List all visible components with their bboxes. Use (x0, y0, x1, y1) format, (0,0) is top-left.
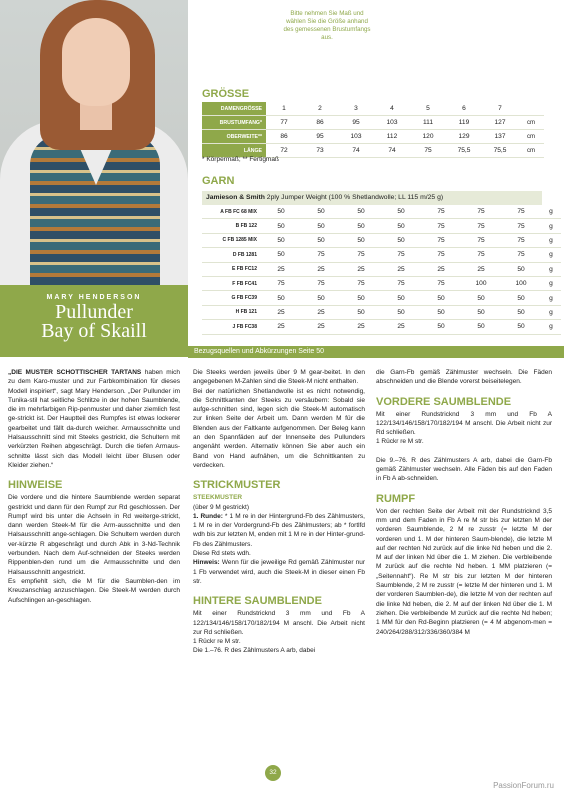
shetland-paragraph: Bei der natürlichen Shetlandwolle ist es nicht notwendig, die Schnittkanten der Steeks zu versäubern: Sobald sie aufge-schnitten sind, legen sich die Steek-M automatisch zur linken Seite der Arbeit um. Dann werden M für die Blenden aus der Faltkante aufgenommen. Der Beleg kann an den Spannfäden auf der Innenseite des Pullunders angenäht werden. Alternativ können Sie aber auch ein Band von Hand aufnähen, um die Schnittkanten zu verdecken. (193, 387, 365, 469)
hinweis-label: Hinweis: (193, 559, 220, 567)
yarn-cell: 50 (501, 320, 541, 334)
runde-text: * 1 M re in der Hintergrund-Fb des Zählmusters, 1 M re in der Vordergrund-Fb des Zählmusters; ab * fortlfd wdh bis zur letzten M, enden mit 1 M re in der Hinter-grund-Fb des Zählmusters. (193, 512, 365, 548)
size-cell: 6 (446, 102, 482, 116)
yarn-unit: g (541, 320, 561, 334)
yarn-cell: 75 (461, 205, 501, 219)
size-cell: 112 (374, 130, 410, 144)
hinweis-paragraph (193, 558, 365, 586)
size-cell: 5 (410, 102, 446, 116)
yarn-cell: 50 (301, 219, 341, 233)
yarn-brand: Jamieson & Smith (206, 194, 265, 201)
title-band (0, 285, 188, 357)
measure-note: Bitte nehmen Sie Maß und wählen Sie die Größe anhand des gemessenen Brustumfangs aus. (283, 10, 371, 41)
size-unit (518, 102, 544, 116)
size-unit: cm (518, 130, 544, 144)
size-cell: 120 (410, 130, 446, 144)
yarn-cell: 50 (341, 233, 381, 247)
hinweise-heading: HINWEISE (8, 479, 63, 492)
size-cell: 95 (302, 130, 338, 144)
size-cell: 86 (266, 130, 302, 144)
yarn-cell: 75 (381, 248, 421, 262)
hintere-heading: HINTERE SAUMBLENDE (193, 595, 322, 608)
size-cell: 4 (374, 102, 410, 116)
yarn-unit: g (541, 305, 561, 319)
yarn-cell: 25 (301, 305, 341, 319)
vordere-heading: VORDERE SAUMBLENDE (376, 395, 512, 408)
yarn-cell: 50 (381, 291, 421, 305)
yarn-row (202, 262, 561, 276)
hinweise-text: Die vordere und die hintere Saumblende werden separat gestrickt und dann für den Rumpf zur Rd geschlossen. Der Rumpf wird bis unter die Achseln in Rd weiterge-strickt, dann werden Steek-M für die Arm-ausschnitte und den Halsausschnitt ange-schlagen. Die Schultern werden durch ver-kürzte R abgeschrägt und durch Abk in 3-Nd-Technik verbunden. Nach dem Auf-schneiden der Steeks werden Rippenblen-den rund um die Armausschnitte und den Halsausschnitt angestrickt. (8, 494, 180, 576)
yarn-cell: 75 (261, 276, 301, 290)
yarn-row (202, 276, 561, 290)
yarn-row (202, 219, 561, 233)
runde-label: 1. Runde: (193, 512, 223, 520)
size-row (202, 102, 544, 116)
size-row-label: BRUSTUMFANG* (202, 116, 266, 130)
yarn-cell: 75 (421, 276, 461, 290)
yarn-cell: 50 (461, 320, 501, 334)
size-cell: 74 (338, 144, 374, 158)
yarn-cell: 25 (461, 262, 501, 276)
col3-intro: die Garn-Fb gemäß Zählmuster wechseln. Die Fäden abschneiden und die Blende vorerst beiseitelegen. (376, 369, 552, 386)
yarn-cell: 75 (341, 248, 381, 262)
sources-strip: Bezugsquellen und Abkürzungen Seite 50 (188, 346, 564, 358)
size-cell: 75,5 (446, 144, 482, 158)
yarn-unit: g (541, 219, 561, 233)
yarn-cell: 50 (461, 305, 501, 319)
yarn-row-label: B FB 122 (202, 219, 261, 233)
hinweis-text: Wenn für die jeweilige Rd gemäß Zählmuster nur 1 Fb verwendet wird, auch die Steek-M in dieser einen Fb str. (193, 559, 365, 585)
yarn-cell: 75 (301, 276, 341, 290)
yarn-cell: 75 (341, 276, 381, 290)
yarn-cell: 75 (501, 248, 541, 262)
size-footnote: * Körpermaß; ** Fertigmaß (202, 156, 279, 163)
yarn-cell: 50 (501, 305, 541, 319)
yarn-cell: 25 (261, 262, 301, 276)
hintere-text-3: Die 1.–76. R des Zählmusters A arb, dabei (193, 647, 316, 655)
yarn-table (202, 205, 561, 335)
yarn-cell: 25 (301, 262, 341, 276)
yarn-cell: 50 (421, 291, 461, 305)
size-unit: cm (518, 116, 544, 130)
yarn-cell: 50 (341, 205, 381, 219)
size-cell: 1 (266, 102, 302, 116)
text-column-1 (8, 368, 180, 614)
size-cell: 111 (410, 116, 446, 130)
yarn-cell: 25 (341, 320, 381, 334)
size-cell: 127 (482, 116, 518, 130)
rumpf-text: Von der rechten Seite der Arbeit mit der Rundstricknd 3,5 mm und dem Faden in Fb A re M str bis zur letzten M der vorderen Saumblende, 2 M re zusstr (= letzte M der vorderen und 1. M der hinteren Saum-blende), die letzte M auf der rechten Nd zurück auf die linke Nd heben und die 2. M auf der linken Nd über die 1. M ziehen. Die verbleibende M zurück auf die rechte Nd heben. 1 MM platzieren (= „Seitennaht“). Re M str bis zur letzten M der hinteren Saumblende, 2 M re zusstr (= letzte M der hinteren und 1. M der vorderen Saumblen-de), die letzte M von der rechten auf die linke Nd heben, die 2. M auf der linken Nd über die 1. M ziehen. Die verbleibende M zurück auf die rechte Nd heben; 1 MM für den Rd-Beginn platzieren (= 4 M abgenom-men = 240/264/288/312/336/360/384 M (376, 507, 552, 636)
yarn-cell: 50 (421, 305, 461, 319)
yarn-cell: 75 (421, 248, 461, 262)
yarn-unit: g (541, 276, 561, 290)
yarn-cell: 25 (421, 262, 461, 276)
steek-intro: Die Steeks werden jeweils über 9 M gear-beitet. In den angegebenen M-Zahlen sind die Steek-M nicht enthalten. (193, 369, 365, 386)
size-heading: GRÖSSE (202, 88, 250, 100)
size-cell: 103 (338, 130, 374, 144)
yarn-cell: 25 (381, 320, 421, 334)
size-cell: 74 (374, 144, 410, 158)
yarn-cell: 75 (301, 248, 341, 262)
stets-text: Diese Rd stets wdh. (193, 550, 251, 558)
size-cell: 119 (446, 116, 482, 130)
yarn-cell: 75 (501, 205, 541, 219)
size-table (202, 102, 544, 158)
text-column-3 (376, 368, 552, 646)
yarn-heading: GARN (202, 175, 235, 187)
designer-name: MARY HENDERSON (46, 294, 142, 301)
yarn-row-label: A FB FC 68 MIX (202, 205, 261, 219)
runde-paragraph (193, 512, 365, 549)
yarn-cell: 50 (301, 205, 341, 219)
size-cell: 95 (338, 116, 374, 130)
size-cell: 75 (410, 144, 446, 158)
yarn-cell: 25 (381, 262, 421, 276)
yarn-row (202, 291, 561, 305)
yarn-cell: 50 (501, 262, 541, 276)
yarn-row-label: E FB FC12 (202, 262, 261, 276)
yarn-row-label: H FB 121 (202, 305, 261, 319)
size-cell: 7 (482, 102, 518, 116)
text-column-2 (193, 368, 365, 656)
size-cell: 103 (374, 116, 410, 130)
yarn-cell: 25 (261, 305, 301, 319)
rumpf-heading: RUMPF (376, 492, 416, 505)
yarn-cell: 25 (261, 320, 301, 334)
intro-text: haben mich zu dem Karo-muster und zur Farbkombination für dieses Modell inspiriert“, sagt Mary Henderson. „Der Pullunder im Tunika-stil hat seitliche Schlitze in der hohen Saumblende, die im mehrfarbigen Rip-penmuster und daher ziemlich fest ge-strickt ist. Der Hauptteil des Rumpfes ist etwas lockerer gearbeitet und fällt da-durch weicher. Armausschnitte und Halsausschnitt sind mit Steeks gestrickt, die Schultern mit verkürzten Reihen abgeschrägt. Durch die tiefen Armaus-schnitte lässt sich das Modell leicht über Blusen oder Kleider ziehen.“ (8, 369, 180, 469)
model-title-line2: Bay of Skaill (41, 320, 147, 342)
size-row (202, 116, 544, 130)
yarn-cell: 50 (341, 219, 381, 233)
intro-bold: „DIE MUSTER SCHOTTISCHER TARTANS (8, 369, 142, 376)
vordere-text: Mit einer Rundstricknd 3 mm und Fb A 122/134/146/158/170/182/194 M anschl. Die Arbeit nicht zur Rd schließen. (376, 410, 552, 437)
yarn-row (202, 233, 561, 247)
yarn-cell: 50 (381, 233, 421, 247)
yarn-row (202, 320, 561, 334)
yarn-row (202, 305, 561, 319)
size-unit: cm (518, 144, 544, 158)
yarn-cell: 50 (261, 233, 301, 247)
hintere-text: Mit einer Rundstricknd 3 mm und Fb A 122/134/146/158/170/182/194 M anschl. Die Arbeit nicht zur Rd schließen. (193, 610, 365, 636)
size-cell: 137 (482, 130, 518, 144)
vordere-text-3: Die 9.–76. R des Zählmusters A arb, dabei die Garn-Fb gemäß Zählmuster wechseln. Alle Fäden bis auf den Faden in Fb A ab-schneiden. (376, 456, 552, 483)
yarn-unit: g (541, 233, 561, 247)
model-photo (0, 0, 188, 285)
size-row-label: OBERWEITE** (202, 130, 266, 144)
size-cell: 129 (446, 130, 482, 144)
size-row-label: DAMENGRÖSSE (202, 102, 266, 116)
intro-paragraph (8, 368, 180, 470)
photo-face (62, 18, 130, 106)
yarn-unit: g (541, 291, 561, 305)
yarn-row-label: F FB FC41 (202, 276, 261, 290)
yarn-cell: 50 (261, 248, 301, 262)
size-cell: 72 (266, 144, 302, 158)
size-cell: 86 (302, 116, 338, 130)
page-number: 32 (265, 765, 281, 781)
yarn-cell: 50 (501, 291, 541, 305)
yarn-unit: g (541, 262, 561, 276)
hintere-text-2: 1 Rückr re M str. (193, 638, 241, 646)
yarn-row (202, 205, 561, 219)
yarn-unit: g (541, 248, 561, 262)
yarn-cell: 75 (501, 233, 541, 247)
steekmuster-subheading: STEEKMUSTER (193, 494, 243, 502)
size-row-label: LÄNGE (202, 144, 266, 158)
yarn-cell: 25 (301, 320, 341, 334)
yarn-cell: 50 (261, 205, 301, 219)
yarn-row-label: D FB 1281 (202, 248, 261, 262)
yarn-cell: 75 (461, 219, 501, 233)
yarn-cell: 50 (341, 305, 381, 319)
yarn-row (202, 248, 561, 262)
yarn-cell: 50 (261, 219, 301, 233)
yarn-cell: 75 (461, 248, 501, 262)
yarn-cell: 50 (341, 291, 381, 305)
yarn-cell: 75 (421, 219, 461, 233)
yarn-unit: g (541, 205, 561, 219)
size-cell: 75,5 (482, 144, 518, 158)
yarn-cell: 50 (421, 320, 461, 334)
yarn-cell: 50 (461, 291, 501, 305)
yarn-row-label: G FB FC39 (202, 291, 261, 305)
size-cell: 77 (266, 116, 302, 130)
yarn-cell: 50 (381, 305, 421, 319)
yarn-description (202, 191, 542, 205)
yarn-row-label: J FB FC38 (202, 320, 261, 334)
hinweise-text-2: Es empfiehlt sich, die M für die Saumblen-den im Kreuzanschlag anzuschlagen. Die Steek-M werden durch Aufschlingen an-geschlagen. (8, 577, 180, 604)
watermark: PassionForum.ru (493, 781, 554, 790)
yarn-cell: 50 (261, 291, 301, 305)
yarn-cell: 50 (381, 205, 421, 219)
steek-note: (über 9 M gestrickt) (193, 503, 249, 511)
yarn-cell: 50 (301, 233, 341, 247)
yarn-cell: 100 (501, 276, 541, 290)
yarn-cell: 75 (501, 219, 541, 233)
yarn-cell: 75 (461, 233, 501, 247)
yarn-row-label: C FB 1285 MIX (202, 233, 261, 247)
yarn-cell: 75 (421, 205, 461, 219)
model-title (0, 303, 188, 341)
vordere-text-2: 1 Rückr re M str. (376, 438, 424, 446)
strickmuster-heading: STRICKMUSTER (193, 479, 281, 492)
model-title-line1: Pullunder (55, 301, 133, 323)
size-cell: 73 (302, 144, 338, 158)
yarn-cell: 75 (421, 233, 461, 247)
size-cell: 3 (338, 102, 374, 116)
yarn-cell: 25 (341, 262, 381, 276)
yarn-cell: 50 (301, 291, 341, 305)
yarn-cell: 50 (381, 219, 421, 233)
yarn-desc: 2ply Jumper Weight (100 % Shetlandwolle; LL 115 m/25 g) (264, 194, 444, 201)
yarn-cell: 75 (381, 276, 421, 290)
size-row (202, 130, 544, 144)
yarn-cell: 100 (461, 276, 501, 290)
size-cell: 2 (302, 102, 338, 116)
